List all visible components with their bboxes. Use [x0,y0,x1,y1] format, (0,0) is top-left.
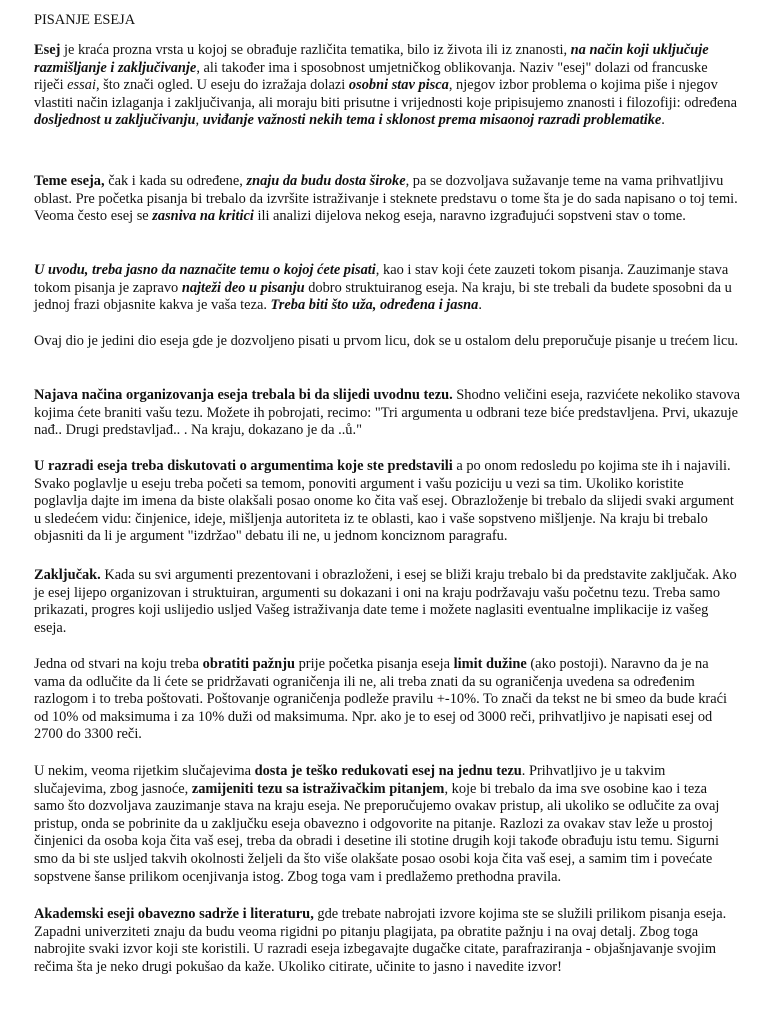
paragraph-text-run: uviđanje važnosti nekih tema i sklonost prema misaonoj razradi problematike [202,112,662,129]
paragraph-text-run: zamijeniti tezu sa istraživačkim pitanjem [191,780,445,797]
paragraph-text-run: Jedna od stvari na koju treba [34,656,203,672]
paragraph-text-run: je kraća prozna vrsta u kojoj se obrađuje različita tematika, bilo iz života ili iz znanosti, [60,42,571,58]
paragraph-text-run: znaju da budu dosta široke [246,173,406,189]
paragraph-text-run: na način koji uključuje razmišljanje i zaključivanje [34,42,709,76]
paragraph-text-run: Kada su svi argumenti prezentovani i obrazloženi, i esej se bliži kraju trebalo bi da predstavite zaključak. Ako je esej lijepo organizovan i struktuiran, argumenti su dokazani i oni na kraju podržavaju vašu početnu tezu. Treba samo prikazati, progres koji uslijedio usljed Vašeg istraživanja date teme i možete naglasiti eventualne implikacije iz vašeg eseja. [34,567,737,636]
paragraph-text-run: U razradi eseja treba diskutovati o argumentima koje ste predstavili [34,458,453,474]
paragraph-body-arguments [34,458,740,546]
paragraph-length-limit [34,656,740,744]
paragraph-text-run: (ako postoji). Naravno da je na vama da odlučite da li ćete se pridržavati ograničenja ili ne, ali treba znati da su ograničenja uvedena sa određenim razlogom i to treba poštovati. Poštovanje ograničenja podleže pravilu +-10%. To znači da tekst ne bi smeo da bude kraći od 10% od maksimuma i za 10% duži od maksimuma. Npr. ako je to esej od 3000 reči, prihvatljivo je napisati esej od 2700 do 3300 reči. [34,656,727,743]
paragraph-text-run: osobni stav pisca [348,77,449,94]
paragraph-text-run: , pa se dozvoljava sužavanje teme na vama prihvatljivu oblast. Pre početka pisanja bi trebalo da izvršite istraživanje i steknete predstavu o tome šta je do sada napisano o toj temi. Veoma često esej se [34,173,738,225]
paragraph-text-run: limit dužine [453,656,527,672]
paragraph-text-run: Shodno veličini eseja, razvićete nekoliko stavova kojima ćete braniti vašu tezu. Možete ih pobrojati, recimo: "Tri argumenta u odbrani teze biće predstavljena. Prvi, ukazuje nađ.. Drugi predstavljađ.. . Na kraju, dokazano je da ..ů." [34,387,741,439]
paragraph-text-run: , ali također ima i sposobnost umjetničkog oblikovanja. Naziv "esej" dolazi od francuske riječi [34,59,708,94]
paragraph-text-run: a po onom redosledu po kojima ste ih i najavili. Svako poglavlje u eseju treba početi sa temom, ponoviti argument i vašu poziciju u vezi sa tim. Ukoliko koristite poglavlja dajte im imena da biste olakšali posao onome ko čita vaš esej. Obrazloženje bi trebalo da slijedi svaki argument u sledećem vidu: činjenice, ideje, mišljenja autoriteta iz te oblasti, kao i vaše sopstveno mišljenje. Na kraju bi trebalo objasniti da li je argument "izdržao" debatu ili ne, u jednom konciznom paragrafu. [34,458,734,545]
paragraph-text-run: Najava načina organizovanja eseja trebala bi da slijedi uvodnu tezu. [34,387,453,403]
paragraph-text-run: najteži deo u pisanju [181,279,305,296]
paragraph-text-run: Teme eseja, [34,173,105,189]
paragraph-text-run: obratiti pažnju [202,656,295,672]
paragraph-text-run: Ovaj dio je jedini dio eseja gde je dozvoljeno pisati u prvom licu, dok se u ostalom delu preporučuje pisanje u trećem licu. [34,333,739,349]
paragraph-text-run: , njegov izbor problema o kojima piše i njegov vlastiti način izlaganja i zaključivanja, ali moraju biti prisutne i vrijednosti koje pripisujemo znanosti i filozofiji: određena [34,77,737,111]
paragraph-text-run: Esej [34,42,61,58]
paragraph-text-run: dosta je teško redukovati esej na jednu tezu [254,763,522,779]
paragraph-text-run: . [478,297,482,314]
paragraph-text-run: gde trebate nabrojati izvore kojima ste se služili prilikom pisanja eseja. Zapadni univerziteti znaju da budu veoma rigidni po pitanju plagijata, pa obratite pažnju i na ovaj detalj. Zbog toga nabrojite svaki izvor koji ste koristili. U razradi eseja izbegavajte dugačke citate, parafraziranja - objašnjavanje svojim rečima šta je neko drugi pokušao da kaže. Ukoliko citirate, učinite to jasno i navedite izvor! [34,906,727,975]
paragraph-text-run: . Prihvatljivo je u takvim slučajevima, zbog jasnoće, [34,763,666,797]
paragraph-text-run: zasniva na kritici [152,208,254,225]
paragraph-organization [34,387,740,440]
paragraph-literature [34,906,740,976]
paragraph-text-run: . [661,112,665,129]
document-title: PISANJE ESEJA [34,12,136,28]
paragraph-text-run: Akademski eseji obavezno sadrže i literaturu, [34,906,314,922]
paragraph-text-run: Zaključak. [34,567,101,583]
paragraph-text-run: essai [67,77,96,94]
paragraph-text-run: Treba biti što uža, određena i jasna [270,297,479,314]
paragraph-research-question [34,763,740,886]
paragraph-text-run: , što znači ogled. U eseju do izražaja dolazi [95,77,349,94]
paragraph-text-run: , [195,112,203,129]
paragraph-text-run: U nekim, veoma rijetkim slučajevima [34,763,255,779]
paragraph-introduction [34,262,740,315]
paragraph-text-run: dosljednost u zaključivanju [34,112,196,129]
paragraph-topics [34,173,740,226]
paragraph-conclusion [34,567,740,637]
paragraph-text-run: ili analizi dijelova nekog eseja, naravno izgrađujući sopstveni stav o tome. [253,208,686,225]
paragraph-text-run: prije početka pisanja eseja [295,656,454,672]
paragraph-text-run: , koje bi trebalo da ima sve osobine kao i teza samo što dozvoljava zauzimanje stava na kraju eseja. Ne preporučujemo ovakav pristup, ali ukoliko se odlučite za ovaj pristup, onda se pobrinite da u zaključku eseja obavezno i odgovorite na pitanje. Razlozi za ovakav stav leže u prostoj činjenici da osoba koja čita vaš esej, treba da obradi i desetine ili stotine drugih koji takođe obrađuju istu temu. Sigurni smo da bi ste usljed takvih okolnosti željeli da što više olakšate posao osobi koja čita vaš esej, a samim tim i povećate sopstvene šanse prilikom ocenjivanja istog. Zbog toga vam i predlažemo prethodna pravila. [34,780,720,885]
paragraph-text-run: , kao i stav koji ćete zauzeti tokom pisanja. Zauzimanje stava tokom pisanja je zapravo [34,262,729,296]
paragraph-first-person [34,333,740,351]
paragraph-text-run: dobro struktuiranog eseja. Na kraju, bi ste trebali da budete sposobni da u jednoj frazi objasnite kakva je vaša teza. [34,279,732,314]
paragraph-text-run: U uvodu, treba jasno da naznačite temu o kojoj ćete pisati [34,262,376,278]
paragraph-text-run: čak i kada su određene, [104,173,247,189]
paragraph-definition [34,42,740,130]
